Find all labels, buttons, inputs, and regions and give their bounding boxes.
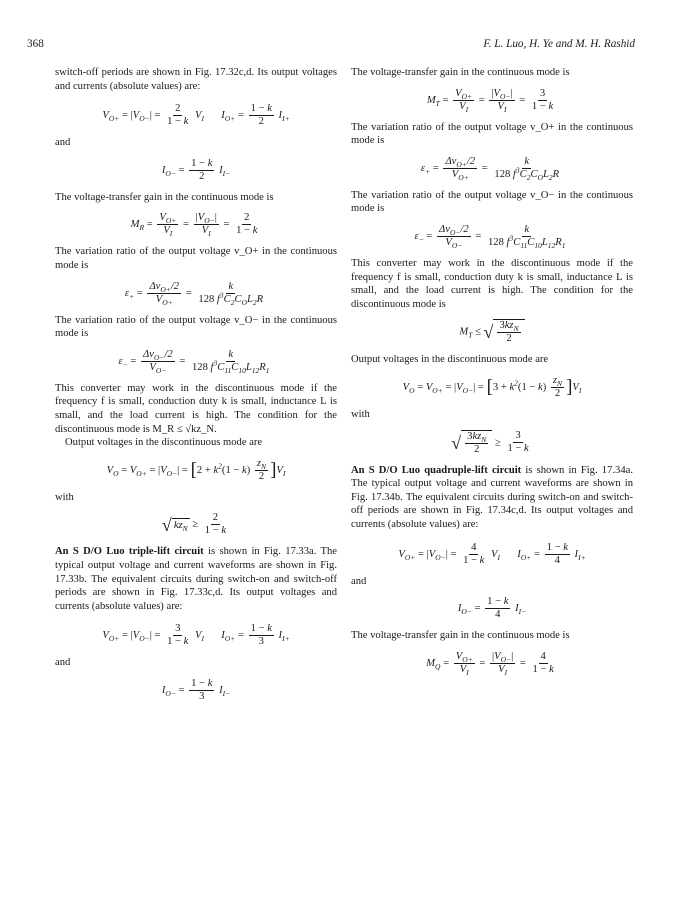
paragraph: The variation ratio of the output voltage v_O+ in the continuous mode is [351, 121, 633, 147]
right-column [351, 66, 633, 684]
paragraph: This converter may work in the discontinuous mode if the frequency f is small, conduction duty k is small, inductance L is small, and the load current is high. The condition for the discontinuous mode is M_R ≤ √kz_N. [55, 382, 337, 435]
paragraph: The variation ratio of the output voltage v_O− in the continuous mode is [351, 189, 633, 215]
equation: $I_{O-}$ = $\frac{1 - k}{4}$ $I_{I-}$ [457, 596, 527, 621]
equation: $I_{O-}$ = $\frac{1 - k}{2}$ $I_{I-}$ [161, 157, 231, 182]
equation: $I_{O-}$ = $\frac{1 - k}{3}$ $I_{I-}$ [161, 677, 231, 702]
paragraph: switch-off periods are shown in Fig. 17.32c,d. Its output voltages and currents (absolute values) are: [55, 67, 337, 92]
paragraph [55, 545, 337, 613]
equation: √ $kz_N$ ≥ $\frac{2}{1 - k}$ [161, 512, 227, 537]
paragraph-text: is shown in Fig. 17.34a. The typical output voltage and current waveforms are shown in Fig. 17.34b. The equivalent circuits during switch-on and switch-off periods are shown in Fig. 17.34c,d. Its output voltages and currents (absolute values) are: [351, 464, 633, 530]
equation: $\varepsilon_+$ = $\frac{\Delta v_{O+}/2}{V_{O+}}$ = $\frac{k}{128 f^3C_2C_OL_2R}$ [124, 280, 264, 307]
equation: $\varepsilon_+$ = $\frac{\Delta v_{O+}/2}{V_{O+}}$ = $\frac{k}{128 f^3C_2C_OL_2R}$ [420, 155, 560, 182]
paragraph-text: is shown in Fig. 17.33a. The typical output voltage and current waveforms are shown in Fig. 17.33b. The equivalent circuits during switch-on and switch-off periods are shown in Fig. 17.33c,d. Its output voltages and currents (absolute values) are: [55, 546, 338, 612]
equation: $M_R$ = $\frac{V_{O+}}{V_I}$ = $\frac{|V_{O-}|}{V_I}$ = $\frac{2}{1 - k}$ [130, 212, 258, 239]
paragraph: The variation ratio of the output voltage v_O+ in the continuous mode is [55, 246, 337, 271]
equation: $\varepsilon_-$ = $\frac{\Delta v_{O-}/2}{V_{O-}}$ = $\frac{k}{128 f^3C_{11}C_{10}L_{12}R_1}$ [118, 348, 270, 375]
paragraph: The voltage-transfer gain in the continuous mode is [351, 67, 570, 78]
equation: √ $\frac{3kz_N}{2}$ ≥ $\frac{3}{1 - k}$ [451, 430, 529, 455]
paragraph: Output voltages in the discontinuous mode are [65, 437, 263, 449]
equation: $M_T$ = $\frac{V_{O+}}{V_I}$ = $\frac{|V_{O-}|}{V_I}$ = $\frac{3}{1 - k}$ [426, 87, 554, 114]
equation: $V_O = V_{O+} = |V_{O-}| = [2 + k^2(1 - k)$ $\frac{z_N}{2}$ ]$V_I$ [106, 457, 286, 482]
equation: $M_T$ ≤ √ $\frac{3kz_N}{2}$ [351, 319, 633, 345]
paragraph: and [351, 575, 367, 587]
paragraph [351, 464, 633, 532]
paragraph: The voltage-transfer gain in the continuous mode is [55, 191, 274, 203]
paragraph: and [55, 657, 71, 669]
equation: $V_{O+} = |V_{O-}|$ = $\frac{3}{1 - k}$ $V_I$ $I_{O+}$ = $\frac{1 - k}{3}$ $I_{I+}$ [102, 623, 290, 648]
paragraph: The voltage-transfer gain in the continuous mode is [351, 630, 570, 642]
paragraph: The variation ratio of the output voltage v_O− in the continuous mode is [55, 314, 337, 340]
left-column [55, 66, 337, 711]
circuit-name: An S D/O Luo triple-lift circuit [55, 546, 204, 558]
running-head-authors: F. L. Luo, H. Ye and M. H. Rashid [483, 38, 635, 50]
page-number: 368 [27, 38, 44, 50]
paragraph: This converter may work in the discontinuous mode if the frequency f is small, conduction duty k is small, inductance L is small, and the load current is high. The condition for the discontinuous mode is [351, 257, 633, 310]
equation: $\varepsilon_-$ = $\frac{\Delta v_{O-}/2}{V_{O-}}$ = $\frac{k}{128 f^3C_{11}C_{10}L_{12}R_1}$ [414, 223, 566, 251]
paragraph: with [55, 491, 74, 503]
paragraph: Output voltages in the discontinuous mode are [351, 354, 549, 366]
paragraph: with [351, 408, 370, 420]
equation: $V_{O+} = |V_{O-}|$ = $\frac{2}{1 - k}$ $V_I$ $I_{O+}$ = $\frac{1 - k}{2}$ $I_{I+}$ [102, 103, 290, 128]
equation: $V_O = V_{O+} = |V_{O-}| = [3 + k^2(1 - k)$ $\frac{z_N}{2}$ ]$V_I$ [402, 374, 582, 399]
circuit-name: An S D/O Luo quadruple-lift circuit [351, 464, 522, 476]
paragraph: and [55, 137, 71, 149]
page-header [0, 38, 696, 54]
equation: $V_{O+} = |V_{O-}|$ = $\frac{4}{1 - k}$ $V_I$ $I_{O+}$ = $\frac{1 - k}{4}$ $I_{I+}$ [398, 541, 586, 566]
equation: $M_Q$ = $\frac{V_{O+}}{V_I}$ = $\frac{|V_{O-}|}{V_I}$ = $\frac{4}{1 - k}$ [426, 650, 554, 677]
